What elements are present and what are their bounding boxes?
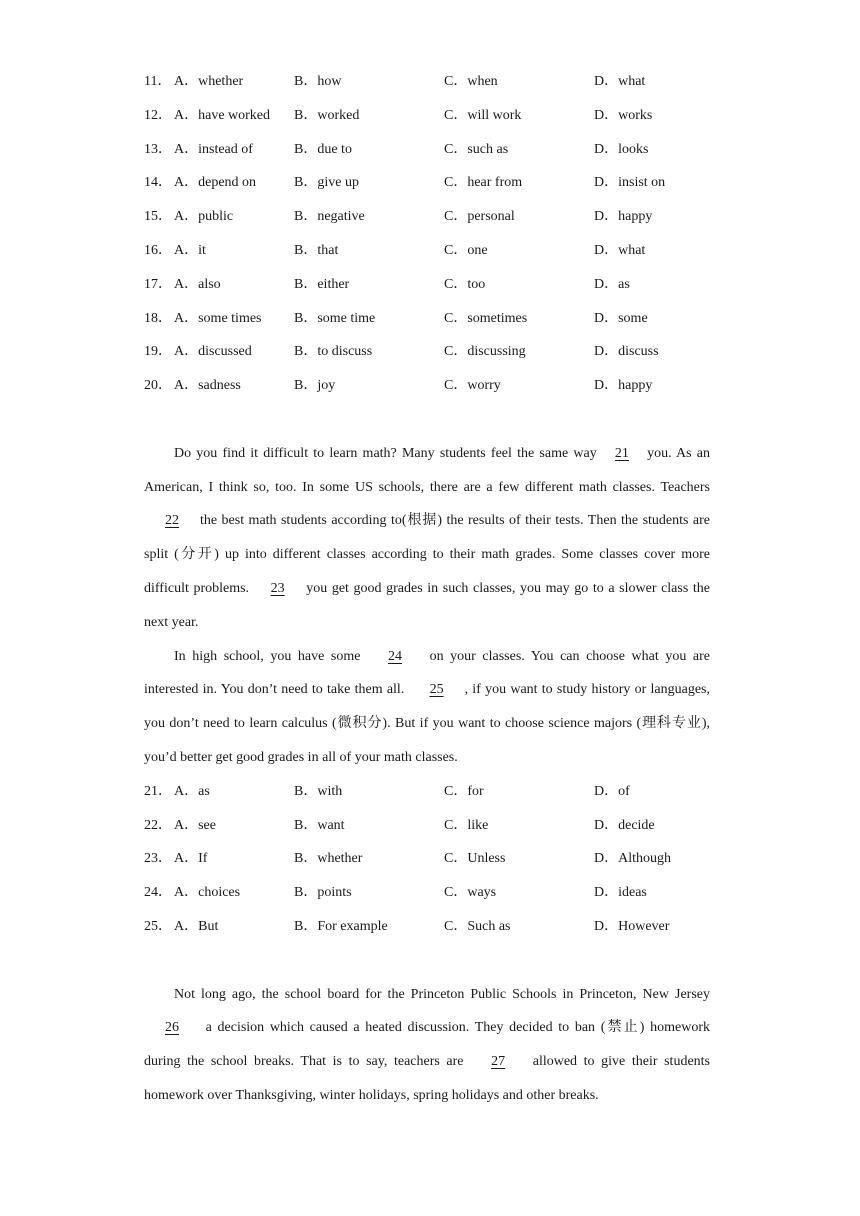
question-list-11-20 (144, 65, 714, 403)
option-b: B．whether (294, 851, 363, 867)
question-17 (144, 268, 714, 302)
option-c: C．hear from (444, 175, 523, 191)
question-number: 13． (144, 141, 172, 157)
blank-26: 26 (165, 1020, 179, 1036)
option-a: A．whether (174, 74, 244, 89)
option-d: D．happy (594, 209, 653, 225)
passage-3-paragraph-1 (144, 978, 710, 1113)
option-a: A．But (174, 918, 219, 934)
blank-25: 25 (429, 682, 444, 698)
option-c: C．Unless (444, 851, 506, 867)
blank-21: 21 (614, 445, 629, 461)
question-13 (144, 133, 714, 167)
option-b: B．due to (294, 141, 352, 157)
question-25 (144, 910, 714, 944)
passage-text: you. As an American, I think so, too. In some US schools, there are a few different math classes. Teachers (144, 445, 711, 495)
option-a: A．If (174, 851, 208, 867)
question-20 (144, 369, 714, 403)
option-c: C．too (444, 276, 486, 292)
option-d: D．ideas (594, 885, 647, 901)
question-number: 15． (144, 209, 172, 225)
option-c: C．Such as (444, 918, 511, 934)
question-number: 23． (144, 851, 172, 867)
option-b: B．worked (294, 107, 360, 123)
question-number: 20． (144, 378, 172, 394)
option-d: D．what (594, 74, 646, 89)
option-a: A．public (174, 209, 234, 225)
option-c: C．ways (444, 885, 497, 901)
passage-text: In high school, you have some (174, 648, 368, 664)
option-b: B．For example (294, 918, 388, 934)
option-d: D．works (594, 107, 653, 123)
option-b: B．want (294, 817, 345, 833)
question-11 (144, 65, 714, 99)
question-number: 16． (144, 242, 172, 258)
option-b: B．negative (294, 209, 365, 225)
question-18 (144, 302, 714, 336)
passage-2-paragraph-1 (144, 437, 710, 640)
passage-text: the best math students according to(根据) the results of their tests. Then the students are split (分开) up into different classes according to their math grades. Some classes cover more difficult problems. (144, 513, 710, 596)
option-d: D．insist on (594, 175, 666, 191)
option-b: B．points (294, 885, 352, 901)
option-a: A．choices (174, 885, 241, 901)
option-b: B．some time (294, 310, 376, 326)
option-d: D．However (594, 918, 670, 934)
option-c: C．like (444, 817, 489, 833)
option-d: D．Although (594, 851, 671, 867)
option-a: A．depend on (174, 175, 257, 191)
passage-text: on your classes. You can choose what you are interested in. You don’t need to take them all. (144, 648, 710, 698)
question-number: 21． (144, 783, 172, 799)
option-a: A．see (174, 817, 216, 833)
passage-text: you get good grades in such classes, you may go to a slower class the next year. (144, 580, 710, 630)
option-a: A．some times (174, 310, 262, 326)
option-a: A．have worked (174, 107, 271, 123)
option-c: C．will work (444, 107, 522, 123)
question-number: 12． (144, 107, 172, 123)
question-number: 25． (144, 918, 172, 934)
section-gap (144, 944, 714, 978)
question-number: 19． (144, 344, 172, 360)
option-c: C．when (444, 74, 498, 89)
blank-23: 23 (270, 580, 285, 596)
option-c: C．worry (444, 378, 501, 394)
option-d: D．happy (594, 378, 653, 394)
option-d: D．discuss (594, 344, 659, 360)
question-number: 22． (144, 817, 172, 833)
question-number: 18． (144, 310, 172, 326)
question-number: 17． (144, 276, 172, 292)
passage-text: allowed to give their students homework over Thanksgiving, winter holidays, spring holidays and other breaks. (144, 1054, 711, 1103)
option-d: D．of (594, 783, 630, 799)
question-15 (144, 200, 714, 234)
option-a: A．it (174, 242, 206, 258)
option-c: C．personal (444, 209, 515, 225)
option-b: B．joy (294, 378, 336, 394)
option-b: B．how (294, 74, 342, 89)
option-c: C．such as (444, 141, 509, 157)
option-d: D．looks (594, 141, 649, 157)
option-c: C．for (444, 783, 484, 799)
passage-2-paragraph-2 (144, 640, 710, 775)
blank-22: 22 (165, 513, 179, 529)
option-a: A．also (174, 276, 221, 292)
option-d: D．decide (594, 817, 655, 833)
option-c: C．sometimes (444, 310, 528, 326)
question-14 (144, 166, 714, 200)
question-number: 11． (144, 74, 172, 89)
passage-text: , if you want to study history or languages, you don’t need to learn calculus (微积分). But if you want to choose science majors (理科专业), you’d better get good grades in all of your math classes. (144, 682, 710, 765)
question-24 (144, 876, 714, 910)
question-list-21-25 (144, 775, 714, 944)
question-21 (144, 775, 714, 809)
option-a: A．as (174, 783, 210, 799)
option-c: C．discussing (444, 344, 526, 360)
option-d: D．some (594, 310, 648, 326)
question-22 (144, 809, 714, 843)
question-16 (144, 234, 714, 268)
option-d: D．what (594, 242, 646, 258)
blank-24: 24 (388, 648, 403, 664)
question-19 (144, 335, 714, 369)
question-number: 14． (144, 175, 172, 191)
question-number: 24． (144, 885, 172, 901)
option-b: B．with (294, 783, 343, 799)
worksheet-page (144, 65, 714, 1113)
option-d: D．as (594, 276, 630, 292)
passage-text: Do you find it difficult to learn math? Many students feel the same way (174, 445, 602, 461)
option-b: B．to discuss (294, 344, 373, 360)
question-23 (144, 842, 714, 876)
blank-27: 27 (491, 1054, 506, 1070)
option-b: B．either (294, 276, 350, 292)
option-b: B．that (294, 242, 339, 258)
option-a: A．discussed (174, 344, 252, 360)
option-c: C．one (444, 242, 488, 258)
option-a: A．instead of (174, 141, 253, 157)
option-a: A．sadness (174, 378, 241, 394)
option-b: B．give up (294, 175, 359, 191)
passage-text: a decision which caused a heated discussion. They decided to ban (禁止) homework during the school breaks. That is to say, teachers are (144, 1020, 710, 1070)
section-gap (144, 403, 714, 437)
question-12 (144, 99, 714, 133)
passage-text: Not long ago, the school board for the Princeton Public Schools in Princeton, New Jersey (174, 986, 710, 1002)
